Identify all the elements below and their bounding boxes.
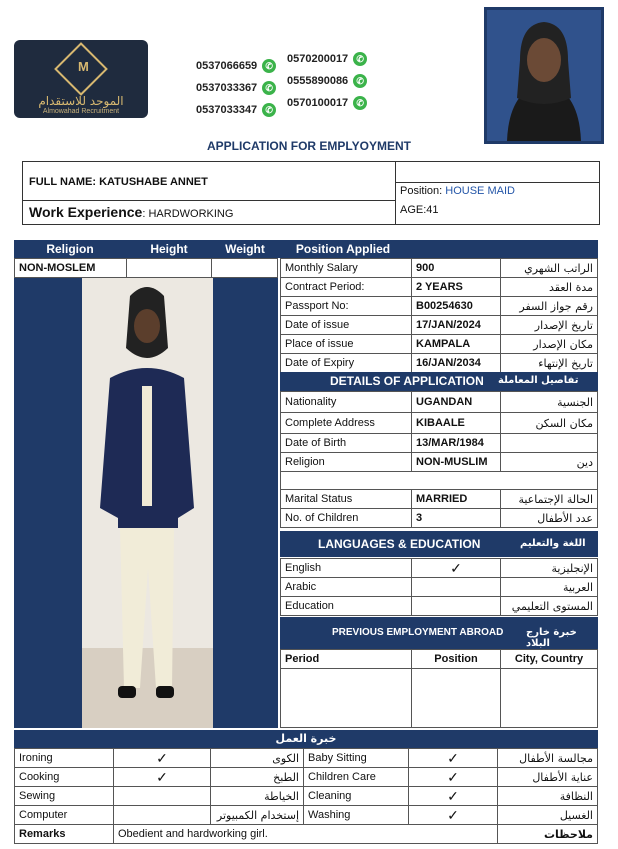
languages-table [280,558,598,616]
attributes-header [14,240,598,258]
remarks-row: Remarks Obedient and hardworking girl. ملاحظات [15,825,598,844]
table-row: Religion NON-MUSLIM دين [281,453,598,472]
previous-employment-table [280,649,598,728]
photo-panel [14,278,278,728]
table-row: Arabic العربية [281,578,598,597]
whatsapp-icon: ✆ [353,96,367,110]
table-row: Education المستوى التعليمي [281,597,598,616]
table-row: Passport No: B00254630 رقم جواز السفر [281,297,598,316]
table-row: Contract Period: 2 YEARS مدة العقد [281,278,598,297]
work-experience-header: خبرة العمل [14,730,598,748]
whatsapp-icon: ✆ [262,103,276,117]
phones-left [196,55,276,121]
whatsapp-icon: ✆ [353,52,367,66]
table-row [281,669,598,728]
phone-number: 0570200017 ✆ [287,48,367,70]
weight-header: Weight [225,242,265,256]
phone-number: 0537033367 ✆ [196,77,276,99]
table-row: Ironing ✓ الكوى Baby Sitting ✓ مجالسة الأطفال [15,749,598,768]
applicant-portrait [484,7,604,144]
table-row: Complete Address KIBAALE مكان السكن [281,413,598,434]
religion-header: Religion [46,242,94,256]
attributes-values [14,258,278,278]
table-row: Sewing الخياطة Cleaning ✓ النظافة [15,787,598,806]
details-table [280,391,598,528]
height-header: Height [150,242,188,256]
page-title: APPLICATION FOR EMPLYOYMENT [206,139,411,153]
table-row: Nationality UGANDAN الجنسية [281,392,598,413]
table-row: Date of issue 17/JAN/2024 تاريخ الإصدار [281,316,598,335]
phone-number: 0555890086 ✆ [287,70,367,92]
table-row: English ✓ الإنجليزية [281,559,598,578]
logo-arabic-name: الموحد للاستقدام [38,94,124,108]
details-header: DETAILS OF APPLICATION تفاصيل المعاملة [280,372,598,391]
phones-right [287,48,367,114]
position-applied-header: Position Applied [295,242,391,256]
languages-header: LANGUAGES & EDUCATION اللغة والتعليم [280,531,598,557]
table-row: No. of Children 3 عدد الأطفال [281,509,598,528]
table-row: Marital Status MARRIED الحالة الإجتماعية [281,490,598,509]
table-row: Date of Birth 13/MAR/1984 [281,434,598,453]
info-box [22,161,600,225]
table-row: Period Position City, Country [281,650,598,669]
position-field: Position: HOUSE MAID [400,185,515,197]
position-table [280,258,598,373]
logo-english-name: Almowahad Recruitment [42,108,120,115]
table-row: Monthly Salary 900 الراتب الشهري [281,259,598,278]
table-row: Computer إستخدام الكمبيوتر Washing ✓ الغسيل [15,806,598,825]
age: AGE:41 [400,204,439,216]
table-row: Place of issue KAMPALA مكان الإصدار [281,335,598,354]
skills-table [14,748,598,844]
table-row: Cooking ✓ الطبخ Children Care ✓ عناية الأطفال [15,768,598,787]
whatsapp-icon: ✆ [262,59,276,73]
table-row [281,472,598,490]
whatsapp-icon: ✆ [353,74,367,88]
agency-logo [14,40,148,118]
work-experience: Work Experience: HARDWORKING [29,204,234,220]
phone-number: 0537066659 ✆ [196,55,276,77]
phone-number: 0537033347 ✆ [196,99,276,121]
logo-monogram-icon: M [54,42,108,96]
previous-employment-header: PREVIOUS EMPLOYMENT ABROAD خبرة خارج البلاد [280,617,598,649]
phone-number: 0570100017 ✆ [287,92,367,114]
whatsapp-icon: ✆ [262,81,276,95]
full-name: FULL NAME: KATUSHABE ANNET [29,176,208,188]
applicant-full-photo [82,278,213,728]
table-row: Date of Expiry 16/JAN/2034 تاريخ الإنتهاء [281,354,598,373]
religion-value: NON-MOSLEM [15,259,127,278]
